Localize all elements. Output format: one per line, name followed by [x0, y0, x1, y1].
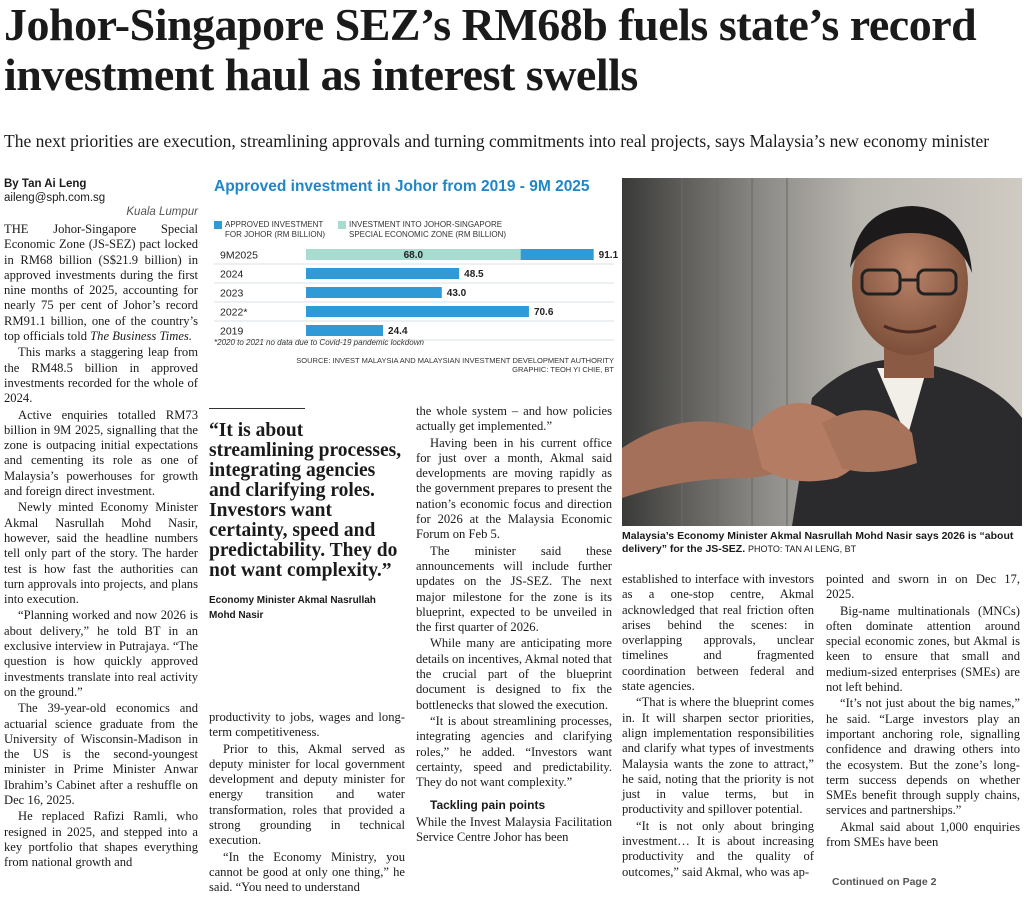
- paragraph: While the Invest Malaysia Facilitation Service Centre Johor has been: [416, 814, 612, 845]
- category-label: 2022*: [220, 306, 248, 319]
- photo-illustration: [622, 178, 1022, 526]
- category-label: 2024: [220, 268, 244, 281]
- pull-quote: [209, 408, 405, 623]
- chart-source: [214, 356, 614, 374]
- column-5: [826, 572, 1020, 851]
- paragraph: productivity to jobs, wages and long-term competitiveness.: [209, 710, 405, 740]
- bar-approved: [306, 325, 383, 336]
- column-3: [416, 404, 612, 846]
- subheading: Tackling pain points: [430, 798, 546, 813]
- headline: Johor-Singapore SEZ’s RM68b fuels state’s record investment haul as interest swells: [4, 0, 977, 100]
- value-label: 70.6: [533, 307, 554, 318]
- pull-quote-text: “It is about streamlining processes, integrating agencies and clarifying roles. Investors want certainty, speed and predictability. They do not want complexity.”: [209, 420, 402, 581]
- value-label: 43.0: [446, 288, 467, 299]
- column-2: [209, 710, 405, 897]
- paragraph-text: THE Johor-Singapore Special Economic Zone (JS-SEZ) pact locked in RM68 billion (S$21.9 billion) in approved investments during the first nine months of 2025, accounting for nearly 75 per cent of Johor’s record RM91.1 billion, one of the country’s top officials told: [4, 222, 198, 344]
- legend-swatch-sez: [338, 221, 346, 229]
- publication-name: The Business Times.: [90, 329, 192, 344]
- legend-item-sez: [338, 220, 528, 240]
- caption-text: Malaysia’s Economy Minister Akmal Nasrullah Mohd Nasir says 2026 is “about delivery” for the JS-SEZ.: [622, 530, 1014, 555]
- value-label: 48.5: [464, 269, 484, 280]
- category-label: 2019: [220, 325, 244, 338]
- legend-item-approved: [214, 220, 332, 240]
- paragraph: “That is where the blueprint comes in. It will sharpen sector priorities, align implementation responsibilities and clarify what types of investments Malaysia wants the zone to attract,” he said, noting that the priority is not just in value terms, but in productivity and spillover potential.: [622, 695, 814, 817]
- paragraph: The 39-year-old economics and actuarial science graduate from the University of Wisconsin-Madison in the US is the second-youngest minister in Prime Minister Anwar Ibrahim’s Cabinet after a reshuffle on Dec 16, 2025.: [4, 701, 198, 807]
- paragraph: This marks a staggering leap from the RM48.5 billion in approved investments recorded for the whole of 2024.: [4, 345, 198, 406]
- chart-source-text: SOURCE: INVEST MALAYSIA AND MALAYSIAN INVESTMENT DEVELOPMENT AUTHORITY: [296, 356, 614, 365]
- author-email[interactable]: aileng@sph.com.sg: [4, 192, 106, 204]
- divider: [209, 408, 305, 409]
- paragraph: the whole system – and how policies actually get implemented.”: [416, 404, 612, 434]
- paragraph: Active enquiries totalled RM73 billion in 9M 2025, signalling that the zone is outpacing initial expectations and cementing its role as one of Malaysia’s powerhouses for growth and foreign direct investment.: [4, 407, 198, 499]
- chart-title: Approved investment in Johor from 2019 - 9M 2025: [214, 178, 590, 195]
- chart-graphic-credit: GRAPHIC: TEOH YI CHIE, BT: [512, 365, 614, 374]
- chart-plot: [214, 244, 619, 344]
- chart-footnote: *2020 to 2021 no data due to Covid-19 pandemic lockdown: [214, 338, 424, 347]
- bar-approved: [306, 268, 459, 279]
- paragraph: Akmal said about 1,000 enquiries from SMEs have been: [826, 819, 1020, 850]
- value-label: 91.1: [598, 250, 619, 261]
- bar-approved: [306, 306, 529, 317]
- paragraph: [4, 222, 198, 344]
- minister-photo: [622, 178, 1022, 526]
- paragraph: “In the Economy Ministry, you cannot be good at only one thing,” he said. “You need to understand: [209, 849, 405, 895]
- legend-swatch-approved: [214, 221, 222, 229]
- paragraph: The minister said these announcements will include further updates on the JS-SEZ. The next major milestone for the zone is its blueprint, expected to be unveiled in the first quarter of 2026.: [416, 543, 612, 635]
- paragraph: pointed and sworn in on Dec 17, 2025.: [826, 572, 1020, 602]
- paragraph: Prior to this, Akmal served as deputy minister for local government development and deputy minister for energy transition and water transformation, roles that provided a strong grounding in technical execution.: [209, 741, 405, 848]
- paragraph: He replaced Rafizi Ramli, who resigned in 2025, and stepped into a key portfolio that shapes everything from national growth and: [4, 809, 198, 870]
- paragraph: “It is about streamlining processes, integrating agencies and clarifying roles,” he added. “Investors want certainty, speed and predictability. They do not want complexity.”: [416, 713, 612, 790]
- column-1: [4, 222, 198, 871]
- dateline: Kuala Lumpur: [126, 206, 198, 218]
- legend-label: INVESTMENT INTO JOHOR-SINGAPORE SPECIAL ECONOMIC ZONE (RM BILLION): [349, 220, 507, 239]
- paragraph: “Planning worked and now 2026 is about delivery,” he told BT in an exclusive interview in Putrajaya. “The question is how quickly approved investments translate into real activity on the ground.”: [4, 608, 198, 699]
- value-label: 24.4: [388, 326, 408, 337]
- standfirst: The next priorities are execution, streamlining approvals and turning commitments into real projects, says Malaysia’s new economy minister: [4, 131, 990, 151]
- paragraph: While many are anticipating more details on incentives, Akmal noted that the crucial part of the blueprint document is designed to fix the bottlenecks that slowed the execution.: [416, 636, 612, 712]
- continued-link[interactable]: Continued on Page 2: [832, 876, 937, 888]
- legend-label: APPROVED INVESTMENT FOR JOHOR (RM BILLION): [225, 220, 326, 239]
- investment-chart: [214, 178, 619, 378]
- photo-caption: [622, 530, 1022, 556]
- column-4: [622, 572, 814, 881]
- bar-approved: [306, 287, 442, 298]
- paragraph: “It is not only about bringing investment… It is about increasing productivity and the quality of outcomes,” said Akmal, who was ap-: [622, 818, 814, 879]
- paragraph: “It’s not just about the big names,” he said. “Large investors play an important anchoring role, signalling confidence and drawing others into the ecosystem. But the zone’s long-term success depends on whether SMEs benefit through supply chains, services and partnerships.”: [826, 696, 1020, 818]
- paragraph: established to interface with investors as a one-stop centre, Akmal acknowledged that real friction often arises behind the scenes: in overlapping approvals, unclear timelines and fragmented coordination between federal and state agencies.: [622, 572, 814, 694]
- paragraph: Big-name multinationals (MNCs) often dominate attention around special economic zones, but Akmal is keen to ensure that small and medium-sized enterprises (SMEs) are not left behind.: [826, 603, 1020, 695]
- sez-value-label: 68.0: [403, 250, 424, 261]
- paragraph: Newly minted Economy Minister Akmal Nasrullah Mohd Nasir, however, said the headline numbers tell only part of the story. The harder test is how fast the authorities can turn approvals into projects, and plans into execution.: [4, 500, 198, 607]
- category-label: 9M2025: [220, 249, 258, 262]
- paragraph: Having been in his current office for just over a month, Akmal said developments are moving rapidly as the government prepares to present the nation’s economic focus and direction for 2026 at the Malaysia Economic Forum on Feb 5.: [416, 435, 612, 542]
- photo-credit: PHOTO: TAN AI LENG, BT: [748, 544, 857, 554]
- byline-block: [4, 177, 198, 219]
- byline: By Tan Ai Leng: [4, 178, 87, 190]
- pull-quote-attribution: Economy Minister Akmal Nasrullah Mohd Nasir: [209, 595, 376, 621]
- category-label: 2023: [220, 287, 244, 300]
